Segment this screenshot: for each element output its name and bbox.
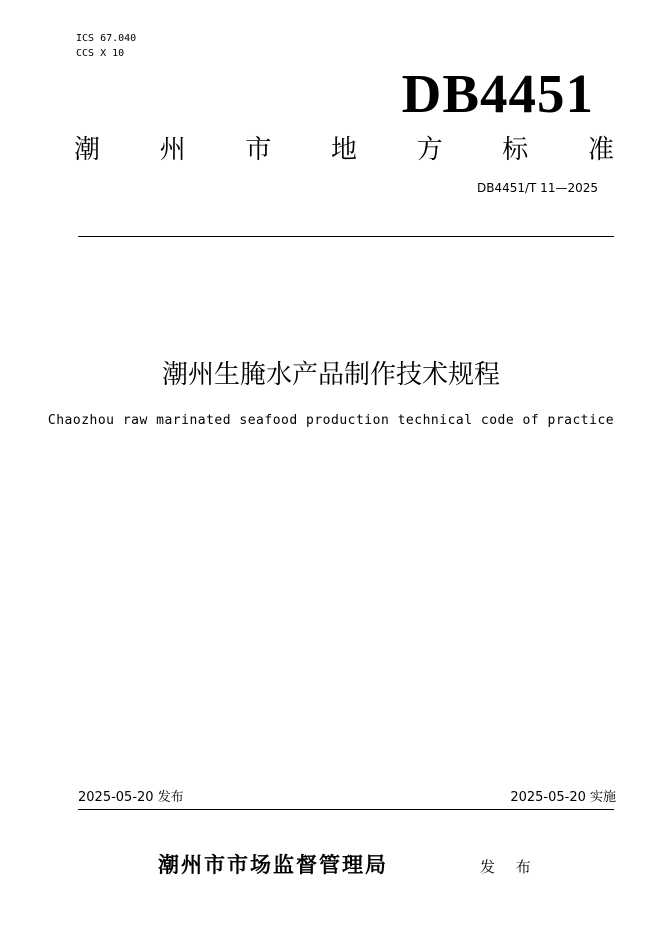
ics-code: ICS 67.040: [76, 33, 137, 44]
document-number: DB4451/T 11—2025: [476, 181, 598, 195]
publish-date: 2025-05-20 发布: [78, 790, 184, 805]
implement-date: 2025-05-20 实施: [510, 790, 616, 805]
standard-type-char: 标: [502, 135, 529, 165]
standard-type-char: 地: [330, 135, 357, 165]
header-divider: [78, 236, 614, 237]
standard-type-char: 州: [159, 135, 186, 165]
standard-type: [74, 132, 614, 168]
document-title-english: Chaozhou raw marinated seafood production technical code of practice: [47, 413, 615, 428]
footer-divider: [78, 809, 614, 810]
standard-type-char: 方: [416, 135, 443, 165]
ccs-code: CCS X 10: [76, 48, 125, 59]
standard-type-char: 市: [245, 135, 272, 165]
issue-label: 发 布: [480, 858, 539, 876]
standard-code: DB4451: [401, 63, 594, 124]
document-title-chinese: 潮州生腌水产品制作技术规程: [161, 360, 500, 390]
standard-type-char: 潮: [74, 135, 101, 165]
standard-type-char: 准: [587, 135, 614, 165]
issuing-authority: 潮州市市场监督管理局: [158, 853, 388, 877]
